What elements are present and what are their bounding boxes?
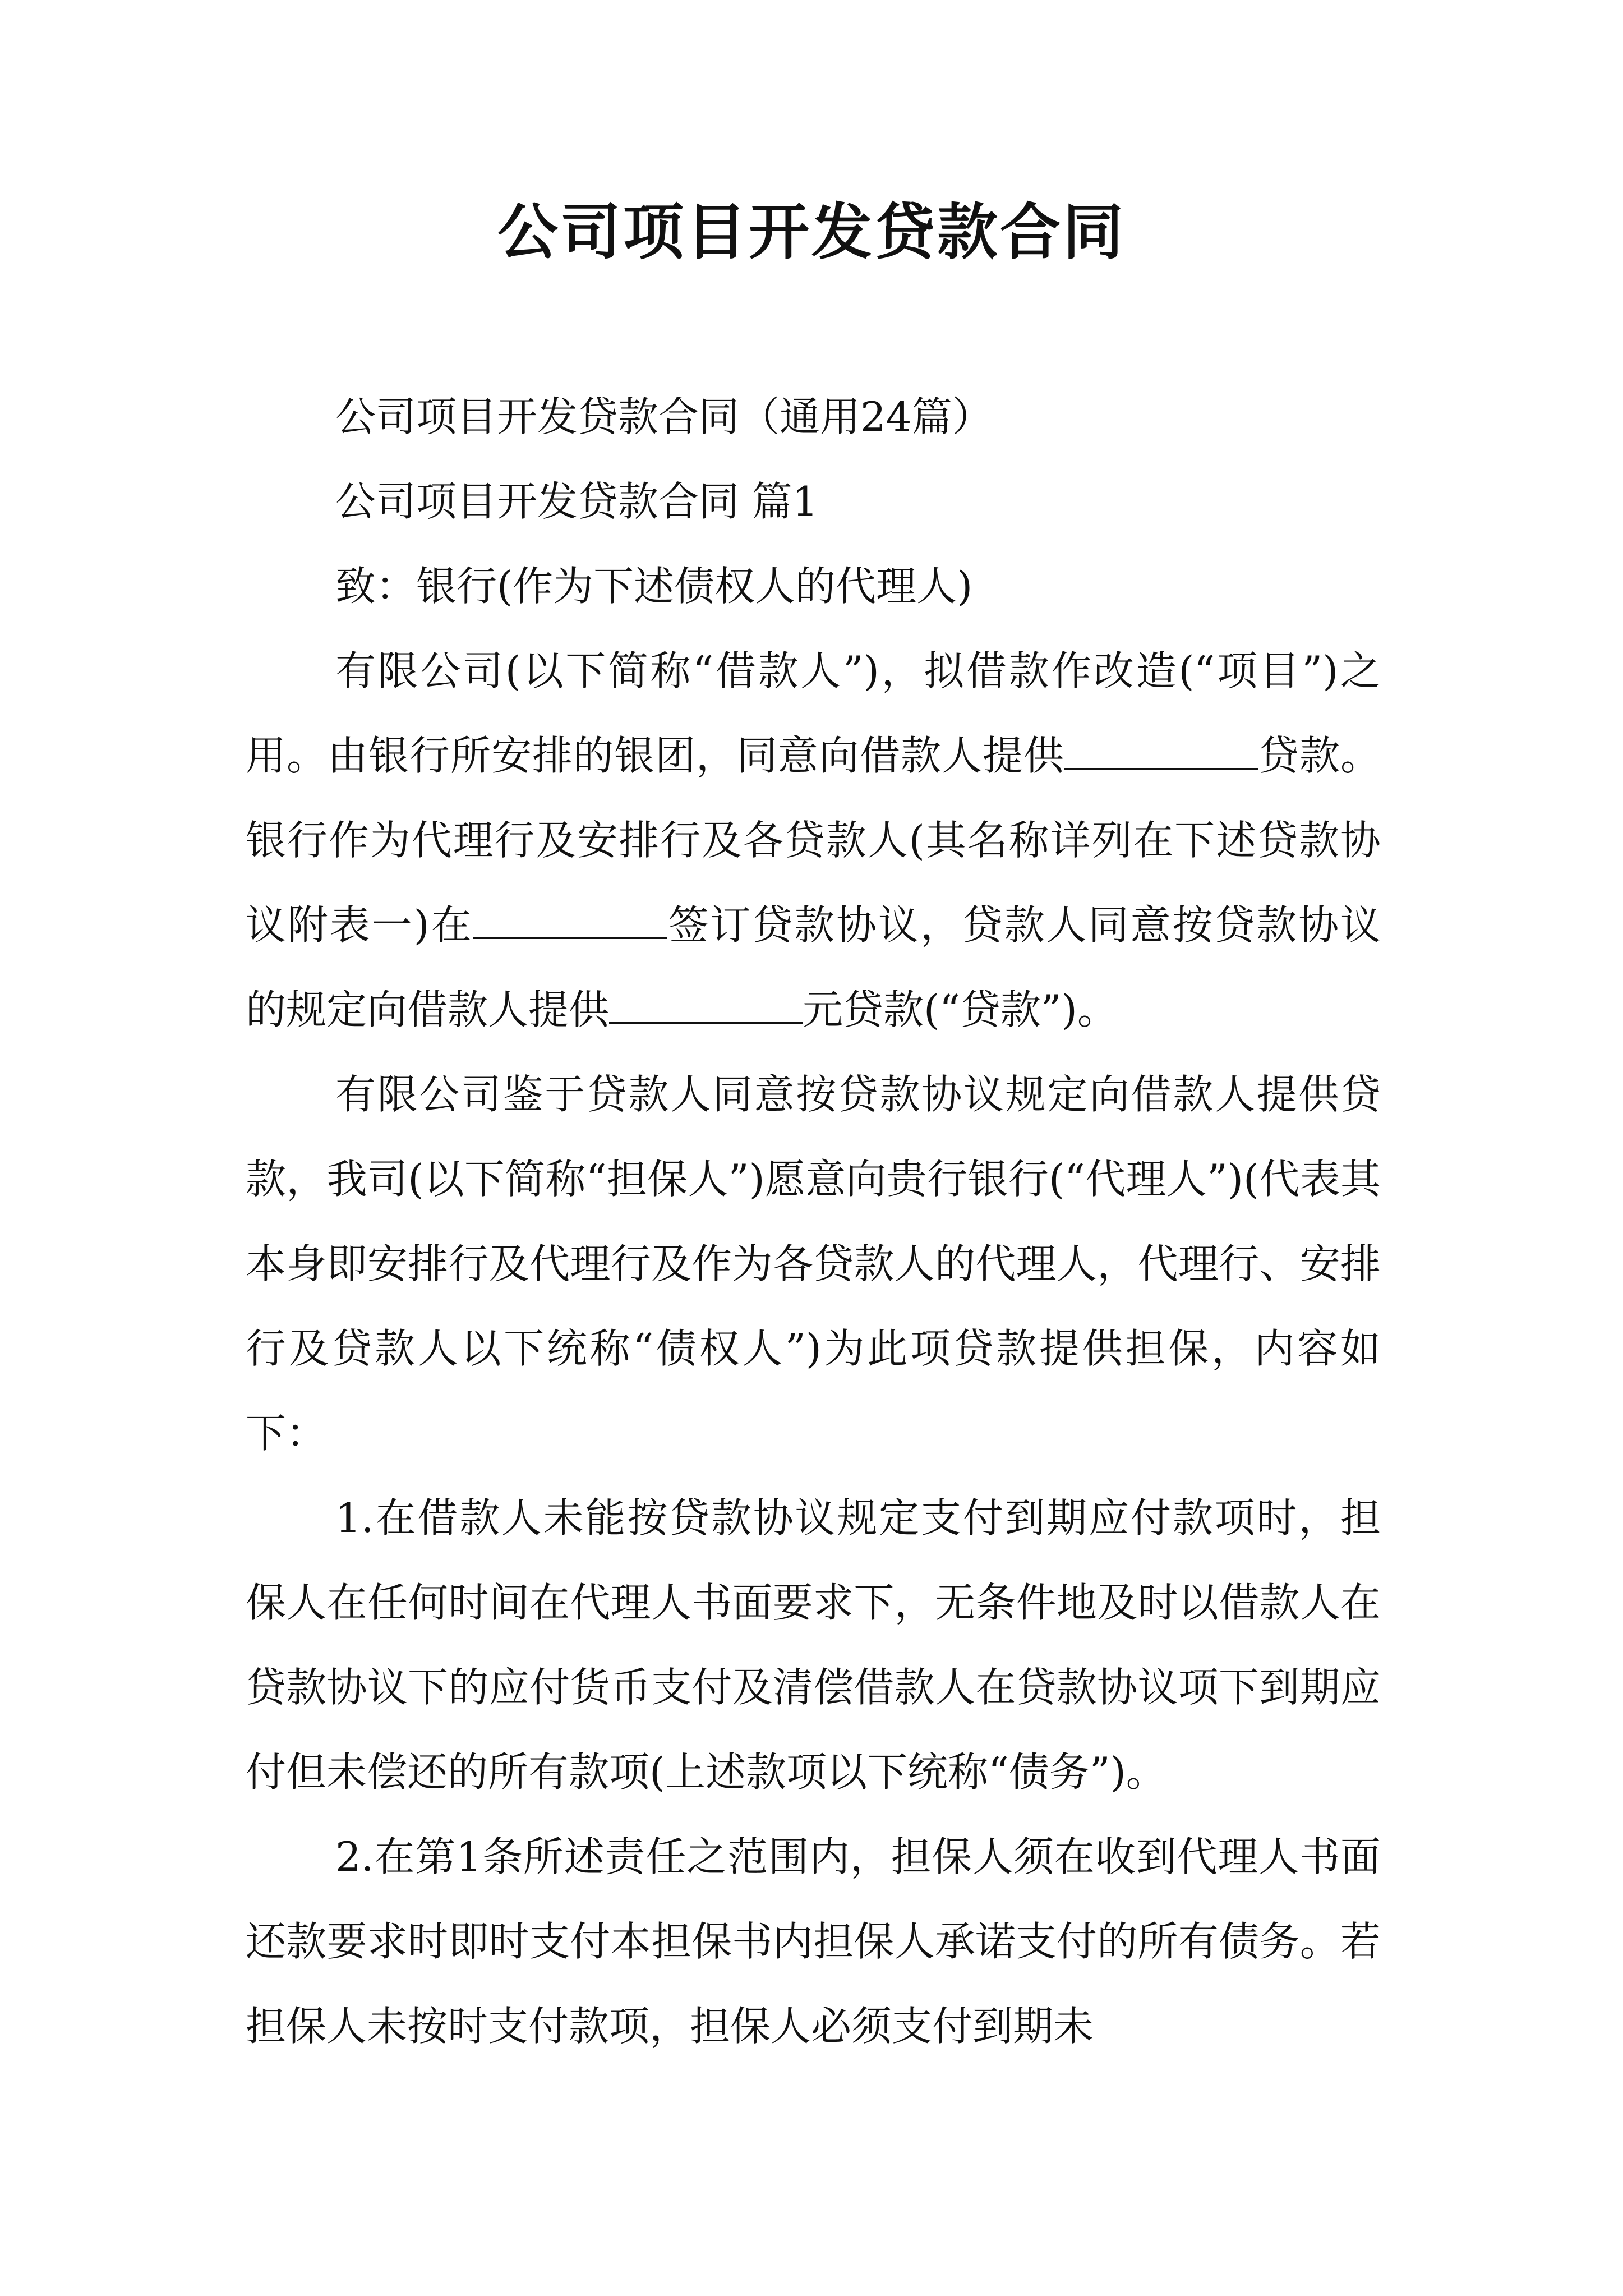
paragraph-subtitle: 公司项目开发贷款合同（通用24篇）: [335, 393, 993, 440]
paragraph-guarantor: 有限公司鉴于贷款人同意按贷款协议规定向借款人提供贷款，我司(以下简称“担保人”)愿意向贵行银行(“代理人”)(代表其本身即安排行及代理行及作为各贷款人的代理人，代理行、安排行及贷款人以下统称“债权人”)为此项贷款提供担保，内容如下：: [246, 1071, 1381, 1457]
blank-line: [473, 892, 667, 939]
paragraph-borrower: [246, 629, 1381, 1052]
text-segment: 有限公司(以下简称“借款人”)，拟借款作改造(“项目”)之用。由银行所安排的银团，同意向借款人提供: [246, 647, 1381, 779]
text-segment: 元贷款(“贷款”)。: [803, 986, 1118, 1033]
paragraph-clause-2: 2.在第1条所述责任之范围内，担保人须在收到代理人书面还款要求时即时支付本担保书内担保人承诺支付的所有债务。若担保人未按时支付款项，担保人必须支付到期未: [246, 1833, 1381, 2050]
document-title: 公司项目开发贷款合同: [497, 197, 1126, 268]
text-segment: 签订贷款协议，贷款人同意按贷款协议的规定向借款人提供: [246, 901, 1381, 1033]
text-segment: 贷款。银行作为代理行及安排行及各贷款人(其名称详列在下述贷款协议附表一)在: [246, 732, 1381, 949]
paragraph-clause-1: 1.在借款人未能按贷款协议规定支付到期应付款项时，担保人在任何时间在代理人书面要求下，无条件地及时以借款人在贷款协议下的应付货币支付及清偿借款人在贷款协议项下到期应付但未偿还的所有款项(上述款项以下统称“债务”)。: [246, 1494, 1381, 1796]
paragraph-section-heading: 公司项目开发贷款合同 篇1: [335, 478, 818, 525]
blank-line: [1064, 723, 1258, 770]
paragraph-addressee: 致：银行(作为下述债权人的代理人): [335, 563, 973, 610]
blank-line: [609, 977, 803, 1024]
document-body: [246, 375, 1381, 2069]
